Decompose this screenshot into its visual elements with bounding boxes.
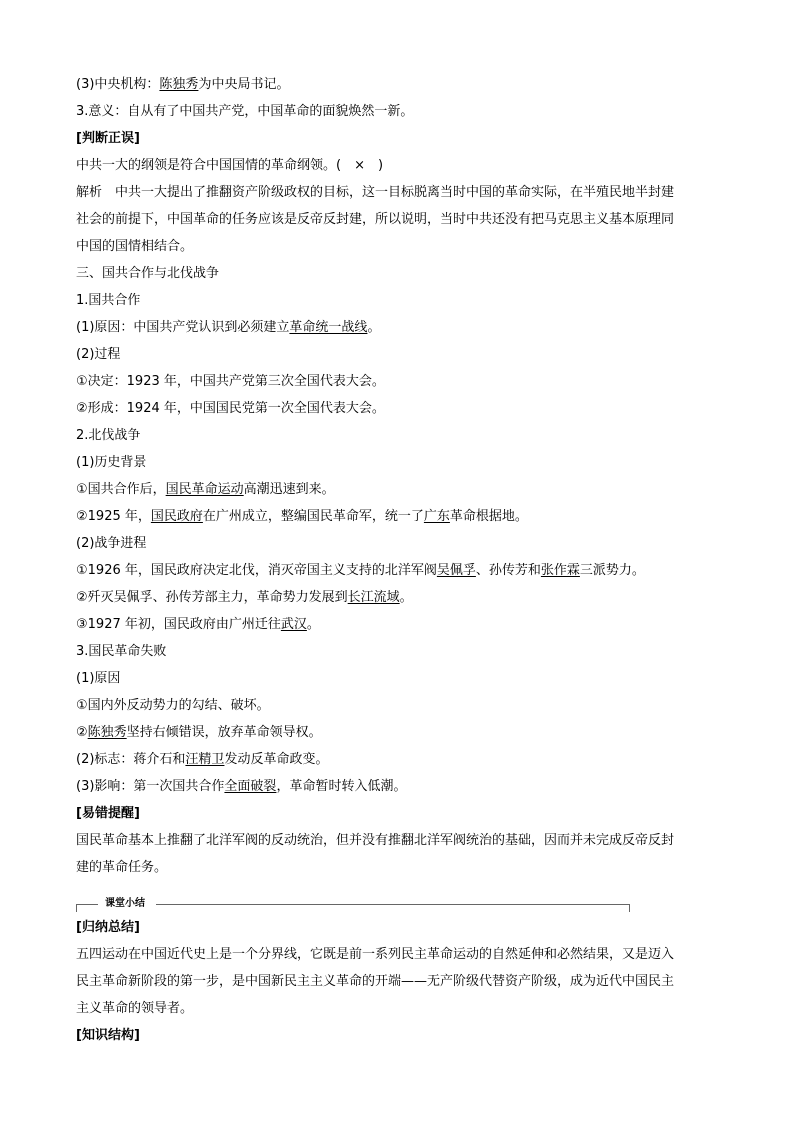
line-coop-process bbox=[76, 346, 726, 364]
bracket-heading: [判断正误] bbox=[76, 131, 140, 146]
underlined-answer: 广东 bbox=[423, 509, 450, 524]
text-run: 三、国共合作与北伐战争 bbox=[76, 266, 220, 281]
line-judge-heading bbox=[76, 130, 726, 148]
text-run: (1)历史背景 bbox=[76, 455, 147, 470]
underlined-answer: 长江流域 bbox=[347, 590, 400, 605]
text-run: 。 bbox=[399, 590, 413, 605]
text-run: 五四运动在中国近代史上是一个分界线，它既是前一系列民主革命运动的自然延伸和必然结果，又是迈入 bbox=[76, 947, 675, 962]
underlined-answer: 国民政府 bbox=[150, 509, 203, 524]
line-tip-1 bbox=[76, 832, 726, 850]
underlined-answer: 汪精卫 bbox=[185, 752, 225, 767]
line-failure-sign bbox=[76, 751, 726, 769]
text-run: 解析 中共一大提出了推翻资产阶级政权的目标，这一目标脱离当时中国的革命实际，在半殖民地半封建 bbox=[76, 185, 675, 200]
text-run: 、孙传芳和 bbox=[475, 563, 541, 578]
line-summary-1 bbox=[76, 946, 726, 964]
bracket-heading: [易错提醒] bbox=[76, 806, 140, 821]
line-failure-impact bbox=[76, 778, 726, 796]
line-section-3-heading bbox=[76, 265, 726, 283]
line-progress-2 bbox=[76, 589, 726, 607]
text-run: 为中央局书记。 bbox=[198, 77, 290, 92]
line-background-1 bbox=[76, 481, 726, 499]
text-run: 3.意义：自从有了中国共产党，中国革命的面貌焕然一新。 bbox=[76, 104, 414, 119]
text-run: 2.北伐战争 bbox=[76, 428, 141, 443]
text-run: 。 bbox=[306, 617, 320, 632]
text-run: 建的革命任务。 bbox=[76, 860, 168, 875]
text-run: (2)过程 bbox=[76, 347, 121, 362]
text-run: 高潮迅速到来。 bbox=[243, 482, 335, 497]
text-run: 主义革命的领导者。 bbox=[76, 1001, 194, 1016]
text-run: 1.国共合作 bbox=[76, 293, 141, 308]
text-run: 国民革命基本上推翻了北洋军阀的反动统治，但并没有推翻北洋军阀统治的基础，因而并未完成反帝反封 bbox=[76, 833, 675, 848]
class-summary-label: 课堂小结 bbox=[102, 898, 148, 910]
text-run: ①决定：1923 年，中国共产党第三次全国代表大会。 bbox=[76, 374, 385, 389]
text-run: (2)标志：蒋介石和 bbox=[76, 752, 186, 767]
text-run: ②形成：1924 年，中国国民党第一次全国代表大会。 bbox=[76, 401, 385, 416]
line-expedition-progress bbox=[76, 535, 726, 553]
text-run: 社会的前提下，中国革命的任务应该是反帝反封建，所以说明，当时中共还没有把马克思主义基本原理同 bbox=[76, 212, 675, 227]
line-coop-decision bbox=[76, 373, 726, 391]
text-run: ①国内外反动势力的勾结、破坏。 bbox=[76, 698, 270, 713]
text-run: 坚持右倾错误，放弃革命领导权。 bbox=[126, 725, 322, 740]
text-run: ② bbox=[76, 725, 88, 740]
text-run: 三派势力。 bbox=[579, 563, 645, 578]
underlined-answer: 陈独秀 bbox=[159, 77, 199, 92]
line-tip-heading bbox=[76, 805, 726, 823]
text-run: ①1926 年，国民政府决定北伐，消灭帝国主义支持的北洋军阀 bbox=[76, 563, 437, 578]
line-summary-2 bbox=[76, 973, 726, 991]
bracket-heading: [知识结构] bbox=[76, 1028, 140, 1043]
text-run: ①国共合作后， bbox=[76, 482, 166, 497]
text-run: 3.国民革命失败 bbox=[76, 644, 167, 659]
line-reason-2 bbox=[76, 724, 726, 742]
line-failure-heading bbox=[76, 643, 726, 661]
line-summary-3 bbox=[76, 1000, 726, 1018]
line-tip-2 bbox=[76, 859, 726, 877]
text-run: ③1927 年初，国民政府由广州迁往 bbox=[76, 617, 281, 632]
text-run: 发动反革命政变。 bbox=[224, 752, 329, 767]
class-summary-divider bbox=[76, 898, 632, 912]
line-analysis-2 bbox=[76, 211, 726, 229]
line-expedition-heading bbox=[76, 427, 726, 445]
underlined-answer: 陈独秀 bbox=[87, 725, 127, 740]
text-run: 在广州成立，整编国民革命军，统一了 bbox=[202, 509, 424, 524]
text-run: ②歼灭吴佩孚、孙传芳部主力，革命势力发展到 bbox=[76, 590, 348, 605]
line-coop-heading bbox=[76, 292, 726, 310]
text-run: (3)影响：第一次国共合作 bbox=[76, 779, 225, 794]
text-run: 中共一大的纲领是符合中国国情的革命纲领。( × ) bbox=[76, 158, 384, 173]
line-progress-1 bbox=[76, 562, 726, 580]
text-run: (1)原因：中国共产党认识到必须建立 bbox=[76, 320, 290, 335]
line-analysis-3 bbox=[76, 238, 726, 256]
line-coop-reason bbox=[76, 319, 726, 337]
underlined-answer: 国民革命运动 bbox=[165, 482, 244, 497]
divider-right-corner bbox=[629, 904, 630, 912]
line-judge-statement bbox=[76, 157, 726, 175]
line-structure-heading bbox=[76, 1027, 726, 1045]
text-run: (3)中央机构： bbox=[76, 77, 160, 92]
underlined-answer: 革命统一战线 bbox=[289, 320, 368, 335]
line-expedition-background bbox=[76, 454, 726, 472]
line-background-2 bbox=[76, 508, 726, 526]
underlined-answer: 吴佩孚 bbox=[436, 563, 476, 578]
text-run: 中国的国情相结合。 bbox=[76, 239, 194, 254]
line-failure-reason bbox=[76, 670, 726, 688]
underlined-answer: 武汉 bbox=[280, 617, 307, 632]
underlined-answer: 张作霖 bbox=[540, 563, 580, 578]
line-central-org bbox=[76, 76, 726, 94]
text-run: 。 bbox=[367, 320, 381, 335]
divider-right-line bbox=[156, 904, 630, 905]
divider-left-corner bbox=[76, 904, 77, 912]
line-analysis-1 bbox=[76, 184, 726, 202]
line-summary-heading bbox=[76, 919, 726, 937]
text-run: 革命根据地。 bbox=[449, 509, 528, 524]
line-reason-1 bbox=[76, 697, 726, 715]
text-run: (1)原因 bbox=[76, 671, 121, 686]
text-run: 民主革命新阶段的第一步，是中国新民主主义革命的开端——无产阶级代替资产阶级，成为近代中国民主 bbox=[76, 974, 675, 989]
line-progress-3 bbox=[76, 616, 726, 634]
line-significance bbox=[76, 103, 726, 121]
bracket-heading: [归纳总结] bbox=[76, 920, 140, 935]
line-coop-formation bbox=[76, 400, 726, 418]
underlined-answer: 全面破裂 bbox=[224, 779, 277, 794]
text-run: ②1925 年， bbox=[76, 509, 151, 524]
text-run: ，革命暂时转入低潮。 bbox=[276, 779, 407, 794]
divider-left-line bbox=[76, 904, 98, 905]
text-run: (2)战争进程 bbox=[76, 536, 147, 551]
